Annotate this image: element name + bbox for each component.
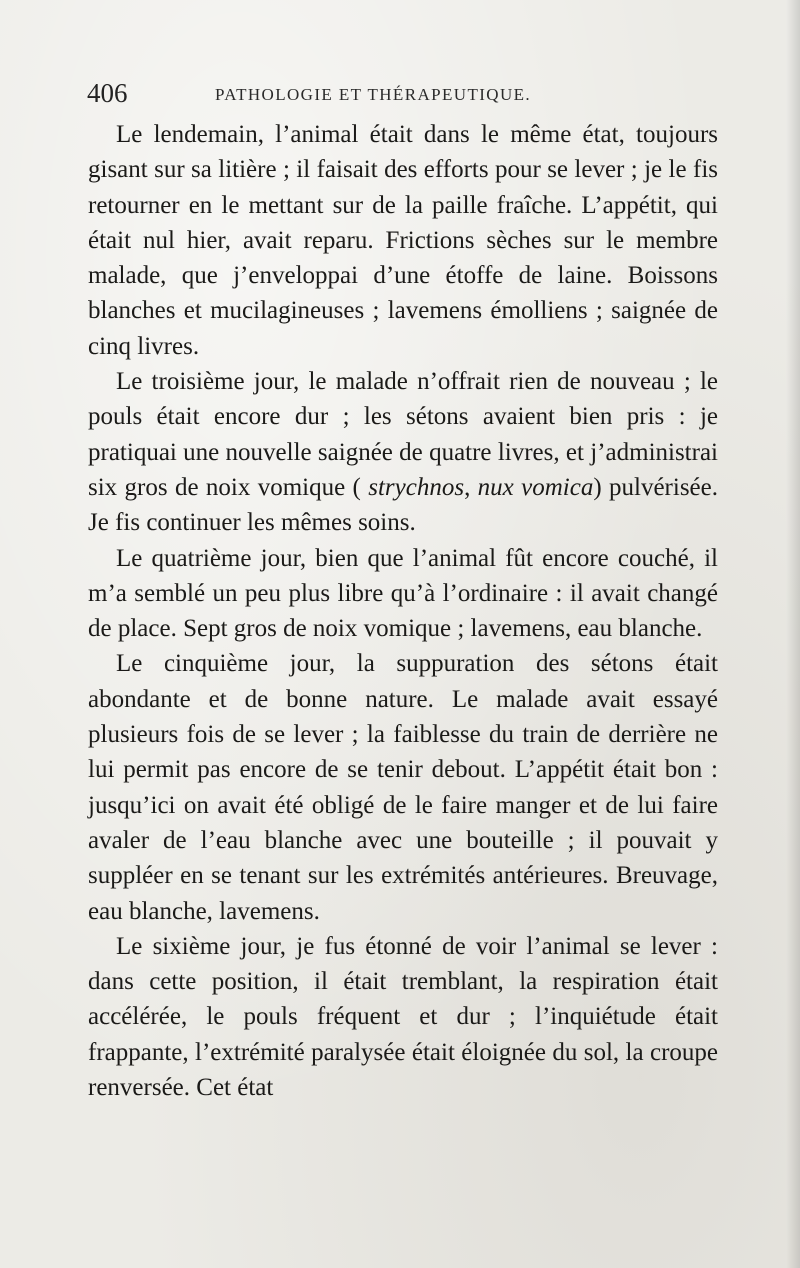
paragraph-2-italic-nux-vomica: nux vomica bbox=[477, 473, 594, 501]
paragraph-3: Le quatrième jour, bien que l’animal fût encore couché, il m’a semblé un peu plus libre qu’à l’ordinaire : il avait changé de place. Sept gros de noix vomique ; lavemens, eau blanche. bbox=[88, 544, 718, 643]
running-head: PATHOLOGIE ET THÉRAPEUTIQUE. bbox=[215, 85, 532, 104]
paragraph-2-text-before: Le troisième jour, le malade n’offrait rien de nouveau ; le pouls était encore dur ; les sétons avaient bien pris : je pratiquai une nouvelle saignée de quatre livres, et j’administrai six gros de noix vomique ( bbox=[88, 368, 718, 501]
paragraph-1: Le lendemain, l’animal était dans le même état, toujours gisant sur sa litière ; il faisait des efforts pour se lever ; je le fis retourner en le mettant sur de la paille fraîche. L’appétit, qui était nul hier, avait reparu. Frictions sèches sur le membre malade, que j’enveloppai d’une étoffe de laine. Boissons blanches et mucilagineuses ; lavemens émolliens ; saignée de cinq livres. bbox=[88, 121, 718, 360]
paragraph-5: Le sixième jour, je fus étonné de voir l’animal se lever : dans cette position, il était tremblant, la respiration était accélérée, le pouls fréquent et dur ; l’inquiétude était frappante, l’extrémité paralysée était éloignée du sol, la croupe renversée. Cet état bbox=[88, 932, 718, 1102]
paragraph-2 bbox=[88, 364, 718, 540]
page-edge-shadow bbox=[786, 0, 800, 1268]
page-number: 406 bbox=[87, 78, 128, 108]
paragraph-4: Le cinquième jour, la suppuration des sétons était abondante et de bonne nature. Le malade avait essayé plusieurs fois de se lever ; la faiblesse du train de derrière ne lui permit pas encore de se tenir debout. L’appétit était bon : jusqu’ici on avait été obligé de le faire manger et de lui faire avaler de l’eau blanche avec une bouteille ; il pouvait y suppléer en se tenant sur les extrémités antérieures. Breuvage, eau blanche, lavemens. bbox=[88, 650, 718, 925]
page-header bbox=[87, 76, 727, 112]
paragraph-2-text-middle: , bbox=[464, 473, 471, 501]
paragraph-2-text-after: ) pulvérisée. Je fis continuer les mêmes soins. bbox=[88, 473, 718, 537]
paragraph-2-italic-strychnos: strychnos bbox=[368, 473, 465, 501]
body-text bbox=[88, 117, 718, 1105]
